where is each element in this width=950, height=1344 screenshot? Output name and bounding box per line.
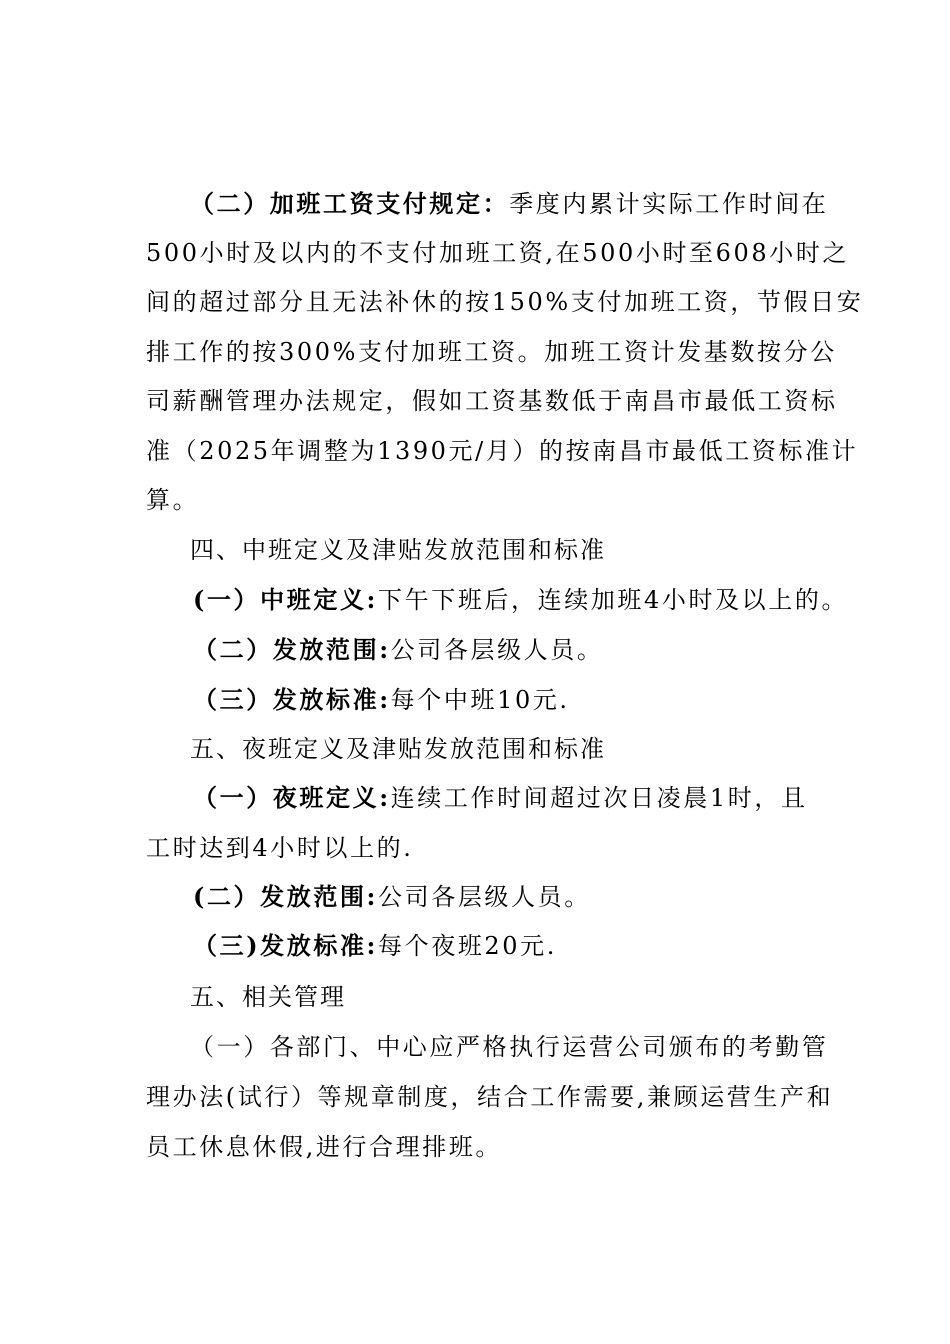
management-paragraph-line-3: 员工休息休假,进行合理排班。 (146, 1133, 503, 1161)
section-heading-middle-shift: 四、中班定义及津贴发放范围和标准 (190, 536, 606, 564)
night-shift-definition-label: （一）夜班定义: (193, 783, 391, 812)
overtime-pay-paragraph-line-2: 500小时及以内的不支付加班工资,在500小时至608小时之 (146, 239, 850, 267)
middle-shift-scope-label: （二）发放范围: (193, 635, 391, 664)
overtime-pay-paragraph-line-6: 准（2025年调整为1390元/月）的按南昌市最低工资标准计 (146, 437, 859, 465)
management-paragraph-line-2: 理办法(试行）等规章制度，结合工作需要,兼顾运营生产和 (146, 1083, 834, 1111)
overtime-pay-paragraph-line-5: 司薪酬管理办法规定，假如工资基数低于南昌市最低工资标 (146, 387, 838, 415)
middle-shift-scope-text: 公司各层级人员。 (390, 636, 604, 664)
management-paragraph-line-1: （一）各部门、中心应严格执行运营公司颁布的考勤管 (190, 1033, 829, 1061)
night-shift-standard-text: 每个夜班20元. (378, 932, 557, 960)
middle-shift-standard (193, 684, 570, 716)
section-heading-related-management: 五、相关管理 (190, 983, 346, 1011)
middle-shift-standard-label: （三）发放标准: (193, 685, 391, 714)
overtime-pay-paragraph-line-3: 间的超过部分且无法补休的按150%支付加班工资，节假日安 (146, 288, 864, 316)
night-shift-scope (193, 881, 591, 913)
overtime-pay-paragraph-line-4: 排工作的按300%支付加班工资。加班工资计发基数按分公 (146, 338, 837, 366)
middle-shift-scope (193, 634, 603, 666)
middle-shift-standard-text: 每个中班10元. (390, 686, 570, 714)
night-shift-standard (193, 930, 557, 962)
night-shift-definition (193, 782, 808, 814)
overtime-pay-text: 季度内累计实际工作时间在 (509, 190, 829, 218)
section-heading-night-shift: 五、夜班定义及津贴发放范围和标准 (190, 735, 606, 763)
night-shift-definition-text: 连续工作时间超过次日凌晨1时，且 (390, 784, 808, 812)
night-shift-scope-text: 公司各层级人员。 (378, 883, 591, 911)
overtime-pay-label: （二）加班工资支付规定： (190, 189, 510, 218)
middle-shift-definition-label: (一）中班定义: (193, 585, 379, 614)
overtime-pay-paragraph-line-1 (190, 188, 828, 220)
night-shift-scope-label: (二）发放范围: (193, 882, 379, 911)
middle-shift-definition (193, 584, 848, 616)
overtime-pay-paragraph-line-7: 算。 (146, 486, 200, 514)
middle-shift-definition-text: 下午下班后，连续加班4小时及以上的。 (378, 586, 849, 614)
night-shift-standard-label: （三)发放标准: (193, 931, 379, 960)
night-shift-definition-line-2: 工时达到4小时以上的. (146, 834, 414, 862)
